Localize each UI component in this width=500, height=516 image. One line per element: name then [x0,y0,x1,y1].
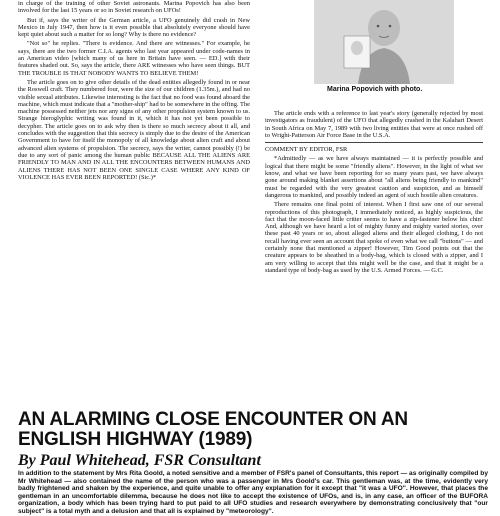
photo-marina-popovich [314,0,454,84]
right-paragraph-3: There remains one final point of interest. When I first saw one of our several reproductions of this photograph, I immediately noticed, as highly suspicious, the fact that the moon-faced little critter seems to have a zip-fastener below his chin! And, although we have heard a lot of mighty funny and mighty varied stories, over these past 40 years or so, about alleged aliens and their alleged clothing, I do not recall having ever seen an account that spoke of even what we call "buttons" — and certainly none that mentioned a zipper! However, Tim Good points out that the creature appears to be sheathed in a body-bag, which is closed with a zipper, and I am very willing to accept that this might well be the case, and that it might be a standard type of body-bag as used by the U.S. Armed Forces. — G.C. [265,201,483,274]
article-byline: By Paul Whitehead, FSR Consultant [18,452,261,469]
comment-heading: COMMENT BY EDITOR, FSR [265,146,348,154]
left-column [18,0,250,183]
photo-caption: Marina Popovich with photo. [327,86,423,93]
right-paragraph-2: *Admittedly — as we have always maintained — it is perfectly possible and logical that there might be some "friendly aliens". However, in the light of what we know, and what we have been reporting for so many years past, we have always gone around making blanket assertions about "all aliens being friendly to mankind" must be regarded with the very greatest caution and suspicion, and as himself dangerous to mankind, and possibly indeed an agent of such hostile alien creatures. [265,155,483,199]
left-paragraph-3: "Not so" he replies. "There is evidence. And there are witnesses." For example, he says, there are the two former C.I.A. agents who last year appeared under code-names in an American video [which many of us here in Britain have seen. — ED.] with their features shaded out. So, says the article, there ARE witnesses who have seen things. BUT THE TROUBLE IS THAT NOBODY WANTS TO BELIEVE THEM! [18,40,250,77]
article-headline: AN ALARMING CLOSE ENCOUNTER ON AN ENGLISH HIGHWAY (1989) [18,409,408,450]
article-intro: In addition to the statement by Mrs Rita Goold, a noted sensitive and a member of FSR's panel of Consultants, this report — as originally compiled by Mr Whitehead — also contained the name of the person who was a passenger in Mrs Goold's car. This gentleman was, at the time, evidently very badly frightened and shaken by the experience, and quite unable to offer any explanation for it except that "it was a UFO". However, that places the gentleman in an uncomfortable dilemma, because he does not like to accept the existence of UFOs, and is, in any case, an officer of the BUFORA organization, a body which has been trying hard to put paid to all UFO studies and research everywhere by demonstrating conclusively that "our subject" is a total myth and a delusion and that all is explained by "meteorology". [18,470,488,515]
divider [265,142,483,143]
left-paragraph-2: But if, says the writer of the German article, a UFO genuinely did crash in New Mexico in July 1947, then how is it even possible that absolutely everyone should have kept quiet about such a matter for so long? Why is there no evidence? [18,16,250,39]
right-paragraph-1: The article ends with a reference to last year's story (generally rejected by most investigators as fraudulent) of the UFO that allegedly crashed in the Kalahari Desert in South Africa on May 7, 1989 with two living entities that were at once rushed off to Wright-Patterson Air Force Base in the U.S.A. [265,110,483,139]
right-column [265,110,483,276]
left-paragraph-4: The article goes on to give other details of the dead entities allegedly found in or near the Roswell craft. They numbered four, were the size of our children (1.35m.), and had no visible sexual attributes. Likewise interesting is the fact that no food was found aboard the machine, which must indicate that a "mother-ship" had to be somewhere in the offing. The machine possessed neither jets nor any signs of any other propulsion system known to us. Strange hieroglyphic writing was found in it, which it has not yet been possible to decypher. The article goes on to ask why then is there so much secrecy about it all, and concludes with the suggestion that this secrecy is simply due to the desire of the American Government to have for itself the monopoly of all knowledge about alien craft and about advanced alien systems of propulsion. The secrecy, says the writer, cannot possibly (!) be due to any sort of panic among the human public BECAUSE ALL THE ALIENS ARE FRIENDLY TO MAN AND IN ALL THE ENCOUNTERS BETWEEN HUMANS AND ALIENS THERE HAS NOT BEEN ONE SINGLE CASE WHERE ANY KIND OF VIOLENCE HAS EVER BEEN REPORTED! (Sic.)* [18,78,250,181]
left-paragraph-1: in charge of the training of other Soviet astronauts. Marina Popovich has also been involved for the last 15 years or so in Soviet research on UFOs! [18,0,250,15]
photo-image [314,0,454,84]
